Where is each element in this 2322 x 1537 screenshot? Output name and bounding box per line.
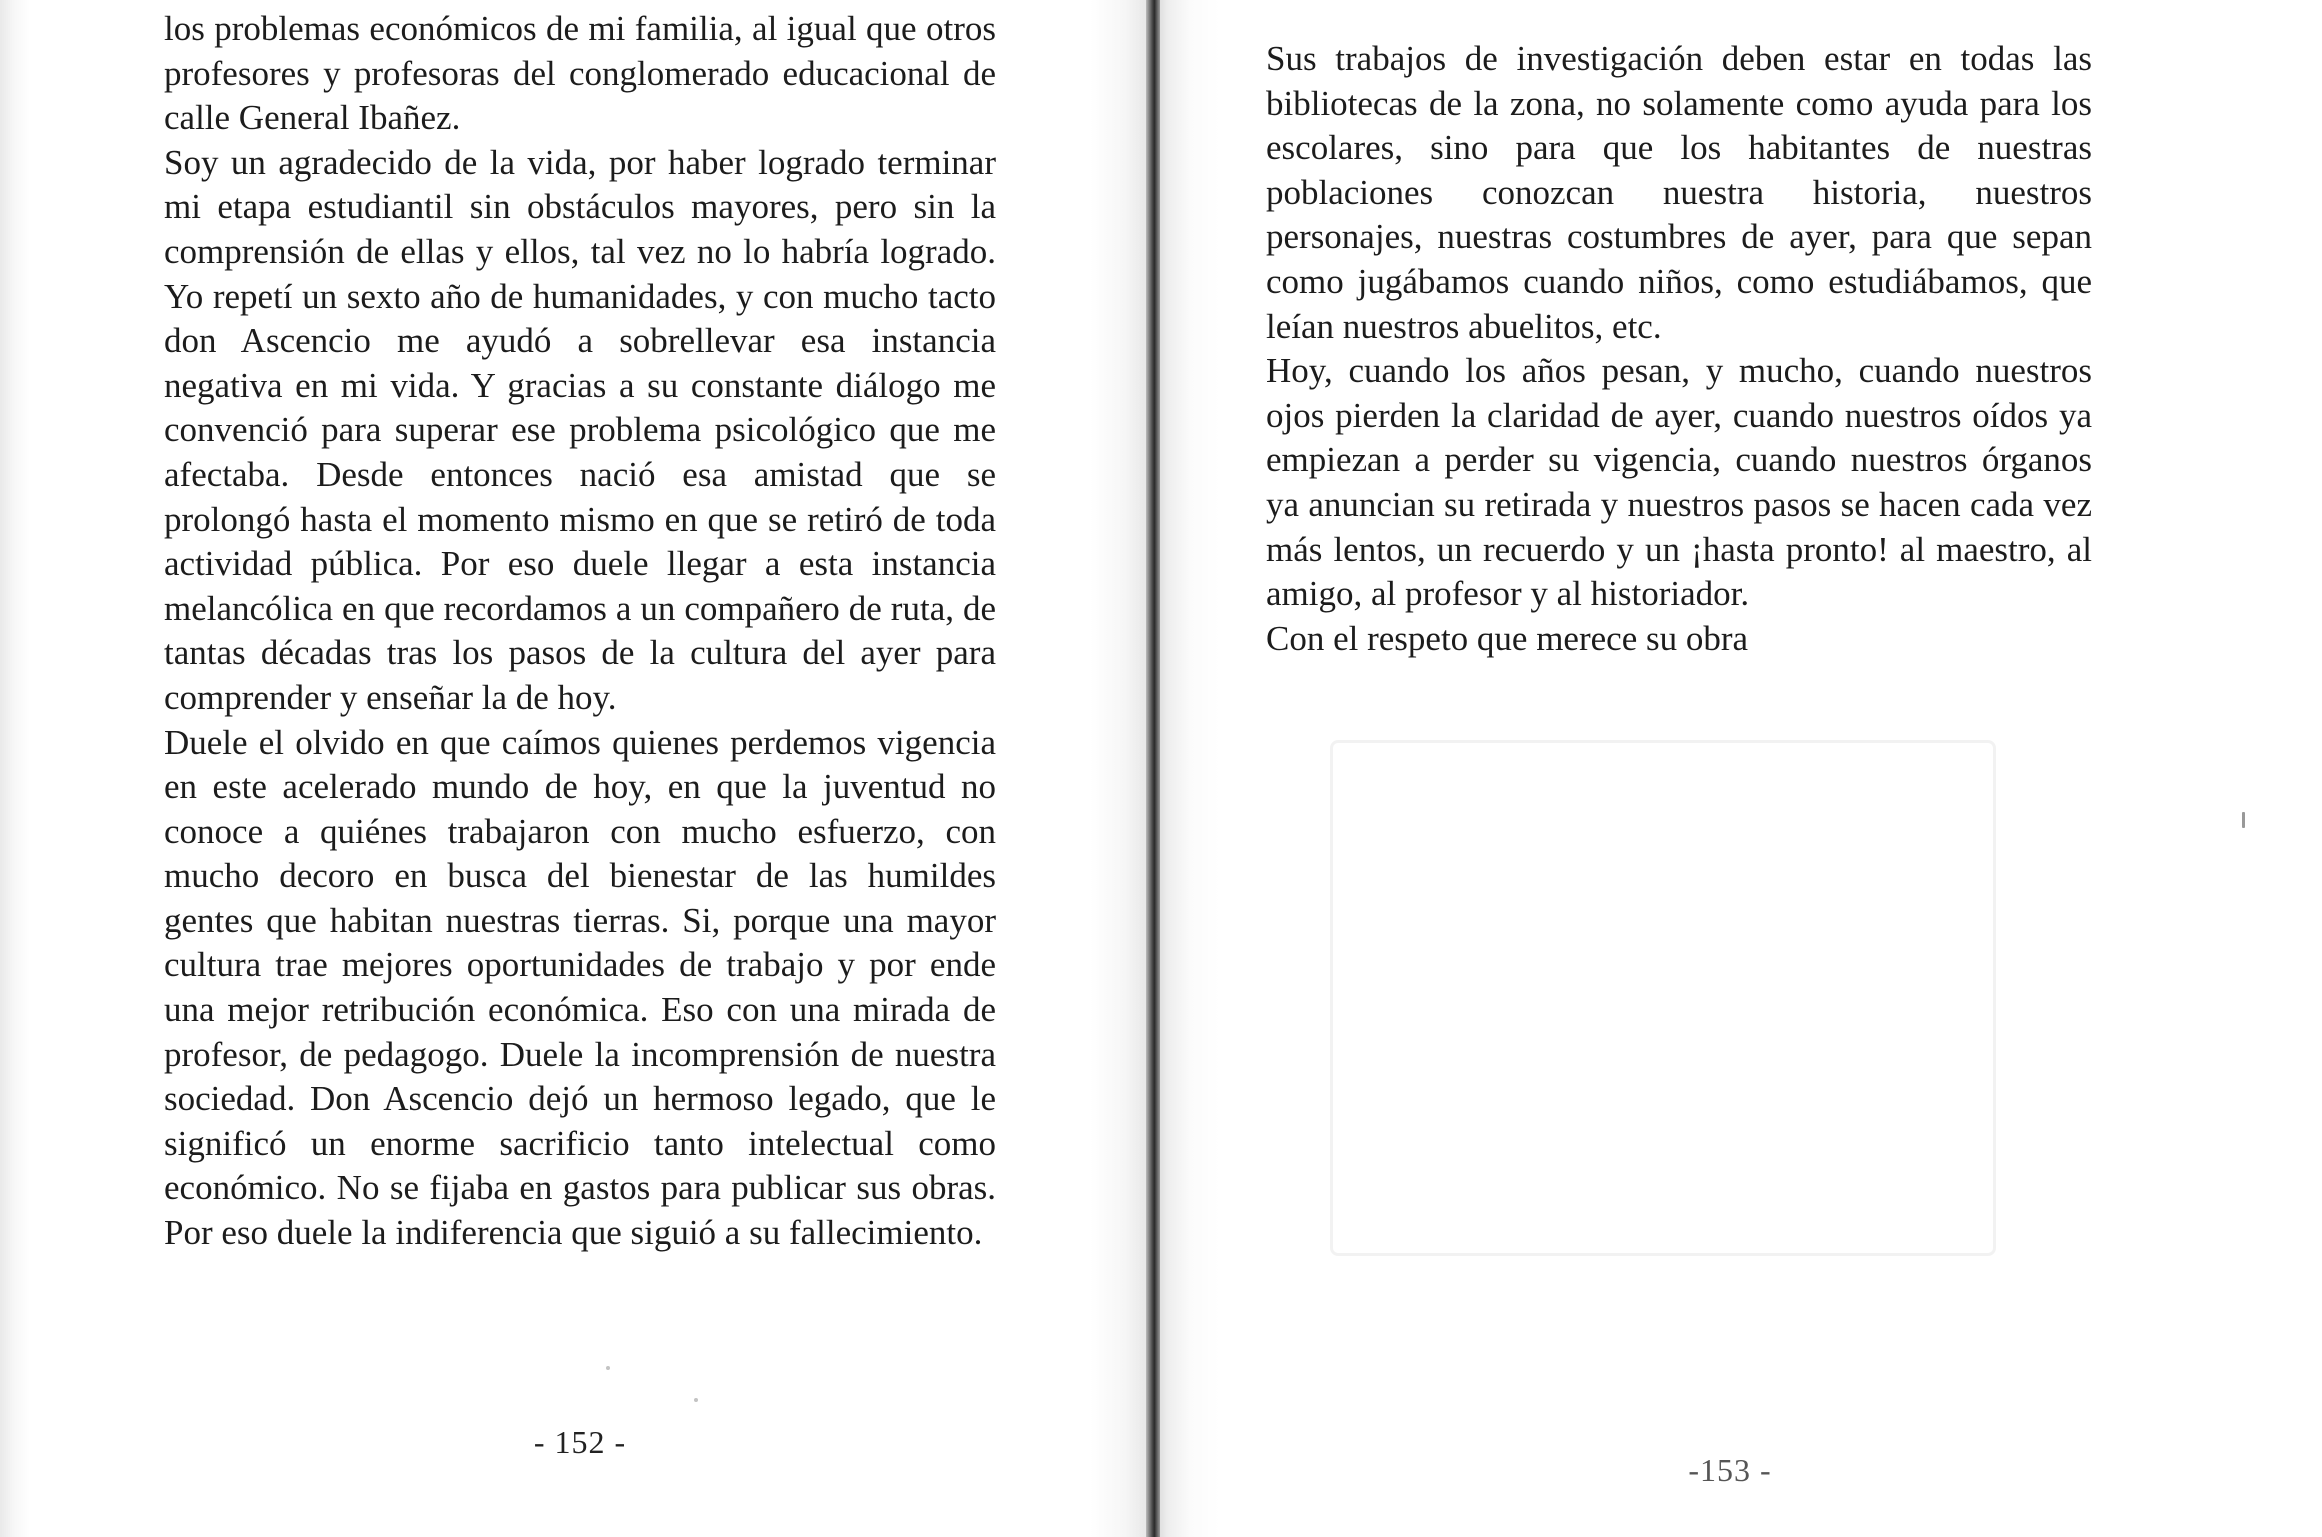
paper-mark	[2242, 812, 2245, 828]
left-paragraph-3: Duele el olvido en que caímos quienes perdemos vigencia en este acelerado mundo de hoy, en que la juventud no conoce a quiénes trabajaron con mucho esfuerzo, con mucho decoro en busca del bienestar de las humildes gentes que habitan nuestras tierras. Si, porque una mayor cultura trae mejores oportunidades de trabajo y por ende una mejor retribución económica. Eso con una mirada de profesor, de pedagogo. Duele la incomprensión de nuestra sociedad. Don Ascencio dejó un hermoso legado, que le significó un enorme sacrificio tanto intelectual como económico. No se fijaba en gastos para publicar sus obras. Por eso duele la indiferencia que siguió a su fallecimiento.	[164, 722, 996, 1253]
right-paragraph-1: Sus trabajos de investigación deben estar en todas las bibliotecas de la zona, no solamente como ayuda para los escolares, sino para que los habitantes de nuestras poblaciones conozcan nuestra historia, nuestros personajes, nuestras costumbres de ayer, para que sepan como jugábamos cuando niños, como estudiábamos, que leían nuestros abuelitos, etc.	[1266, 39, 2092, 346]
left-page-text	[164, 7, 996, 1256]
right-page-text	[1266, 37, 2092, 661]
right-page-number: -153 -	[1688, 1452, 1772, 1488]
left-paragraph-2: Soy un agradecido de la vida, por haber logrado terminar mi etapa estudiantil sin obstáculos mayores, pero sin la comprensión de ellas y ellos, tal vez no lo habría logrado. Yo repetí un sexto año de humanidades, y con mucho tacto don Ascencio me ayudó a sobrellevar esa instancia negativa en mi vida. Y gracias a su constante diálogo me convenció para superar ese problema psicológico que me afectaba. Desde entonces nació esa amistad que se prolongó hasta el momento mismo en que se retiró de toda actividad pública. Por eso duele llegar a esta instancia melancólica en que recordamos a un compañero de ruta, de tantas décadas tras los pasos de la cultura del ayer para comprender y enseñar la de hoy.	[164, 142, 996, 717]
left-paragraph-1: los problemas económicos de mi familia, al igual que otros profesores y profesoras del conglomerado educacional de calle General Ibañez.	[164, 9, 996, 138]
paper-speck	[606, 1366, 610, 1370]
left-page-number: - 152 -	[533, 1424, 627, 1460]
book-gutter	[1146, 0, 1160, 1537]
right-paragraph-3: Con el respeto que merece su obra	[1266, 618, 1749, 658]
show-through-image	[1330, 740, 1996, 1256]
right-paragraph-2: Hoy, cuando los años pesan, y mucho, cuando nuestros ojos pierden la claridad de ayer, cuando nuestros oídos ya empiezan a perder su vigencia, cuando nuestros órganos ya anuncian su retirada y nuestros pasos se hacen cada vez más lentos, un recuerdo y un ¡hasta pronto! al maestro, al amigo, al profesor y al historiador.	[1266, 351, 2092, 614]
paper-speck	[694, 1398, 698, 1402]
